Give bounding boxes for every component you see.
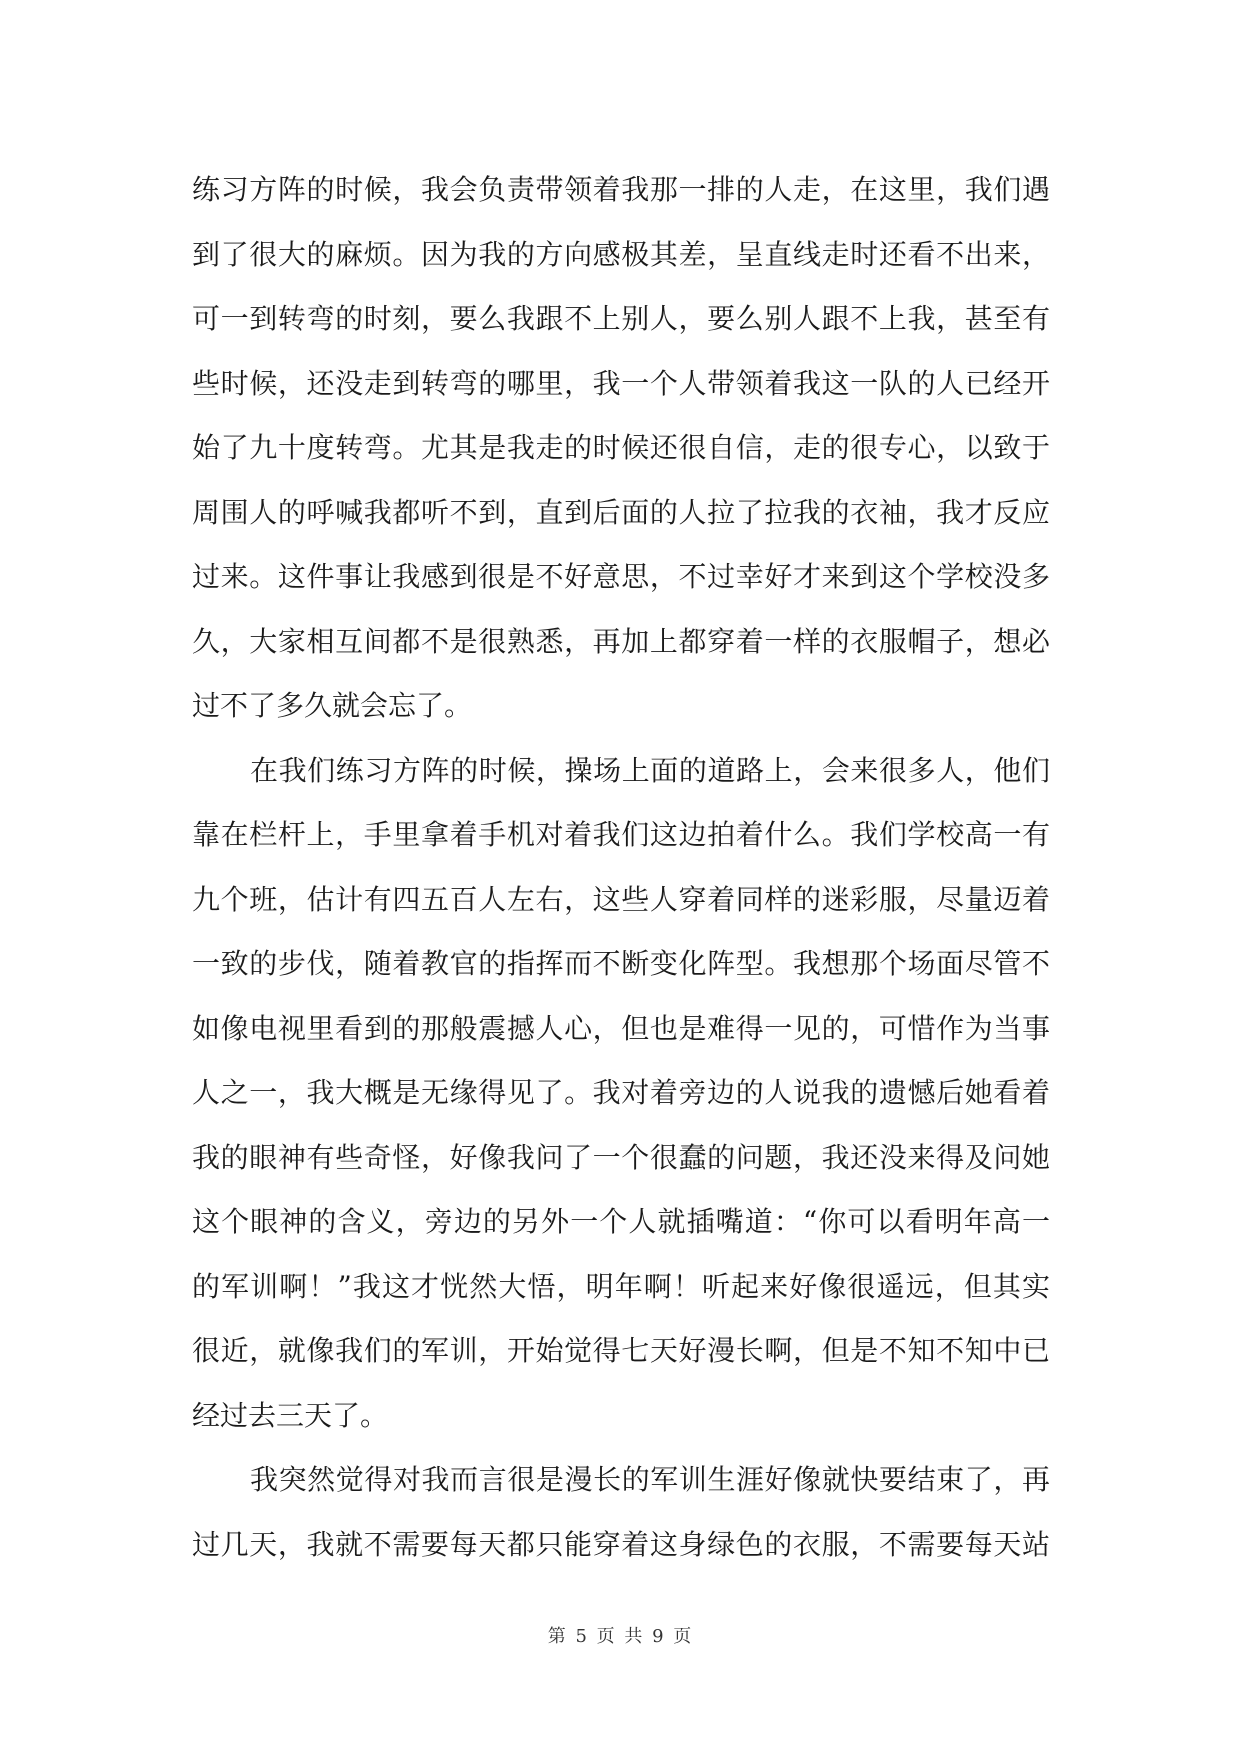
text-line: 我突然觉得对我而言很是漫长的军训生涯好像就快要结束了，再 xyxy=(250,1463,1050,1496)
text-line: 靠在栏杆上，手里拿着手机对着我们这边拍着什么。我们学校高一有 xyxy=(192,818,1050,851)
text-line: 始了九十度转弯。尤其是我走的时候还很自信，走的很专心，以致于 xyxy=(192,431,1050,464)
text-line: 到了很大的麻烦。因为我的方向感极其差，呈直线走时还看不出来， xyxy=(192,237,1050,271)
text-line: 我的眼神有些奇怪，好像我问了一个很蠢的问题，我还没来得及问她 xyxy=(192,1140,1050,1174)
text-line: 些时候，还没走到转弯的哪里，我一个人带领着我这一队的人已经开 xyxy=(192,366,1050,400)
text-line: 一致的步伐，随着教官的指挥而不断变化阵型。我想那个场面尽管不 xyxy=(192,947,1050,980)
text-line: 过来。这件事让我感到很是不好意思，不过幸好才来到这个学校没多 xyxy=(192,560,1050,593)
text-line: 的军训啊！”我这才恍然大悟，明年啊！听起来好像很遥远，但其实 xyxy=(192,1269,1050,1303)
text-line: 九个班，估计有四五百人左右，这些人穿着同样的迷彩服，尽量迈着 xyxy=(192,882,1050,916)
text-line: 久，大家相互间都不是很熟悉，再加上都穿着一样的衣服帽子，想必 xyxy=(192,624,1050,658)
page-footer: 第 5 页 共 9 页 xyxy=(547,1626,694,1647)
body-text xyxy=(192,158,1050,1577)
text-line: 可一到转弯的时刻，要么我跟不上别人，要么别人跟不上我，甚至有 xyxy=(192,302,1050,335)
text-line: 过不了多久就会忘了。 xyxy=(192,689,473,722)
text-line: 练习方阵的时候，我会负责带领着我那一排的人走，在这里，我们遇 xyxy=(192,173,1050,206)
text-line: 经过去三天了。 xyxy=(192,1398,389,1432)
text-line: 周围人的呼喊我都听不到，直到后面的人拉了拉我的衣袖，我才反应 xyxy=(192,495,1050,529)
text-line: 很近，就像我们的军训，开始觉得七天好漫长啊，但是不知不知中已 xyxy=(192,1334,1050,1367)
text-line: 过几天，我就不需要每天都只能穿着这身绿色的衣服，不需要每天站 xyxy=(192,1527,1050,1561)
text-line: 这个眼神的含义，旁边的另外一个人就插嘴道：“你可以看明年高一 xyxy=(192,1205,1050,1238)
text-line: 如像电视里看到的那般震撼人心，但也是难得一见的，可惜作为当事 xyxy=(192,1011,1050,1045)
text-line: 人之一，我大概是无缘得见了。我对着旁边的人说我的遗憾后她看着 xyxy=(192,1076,1050,1109)
text-line: 在我们练习方阵的时候，操场上面的道路上，会来很多人，他们 xyxy=(250,753,1050,787)
